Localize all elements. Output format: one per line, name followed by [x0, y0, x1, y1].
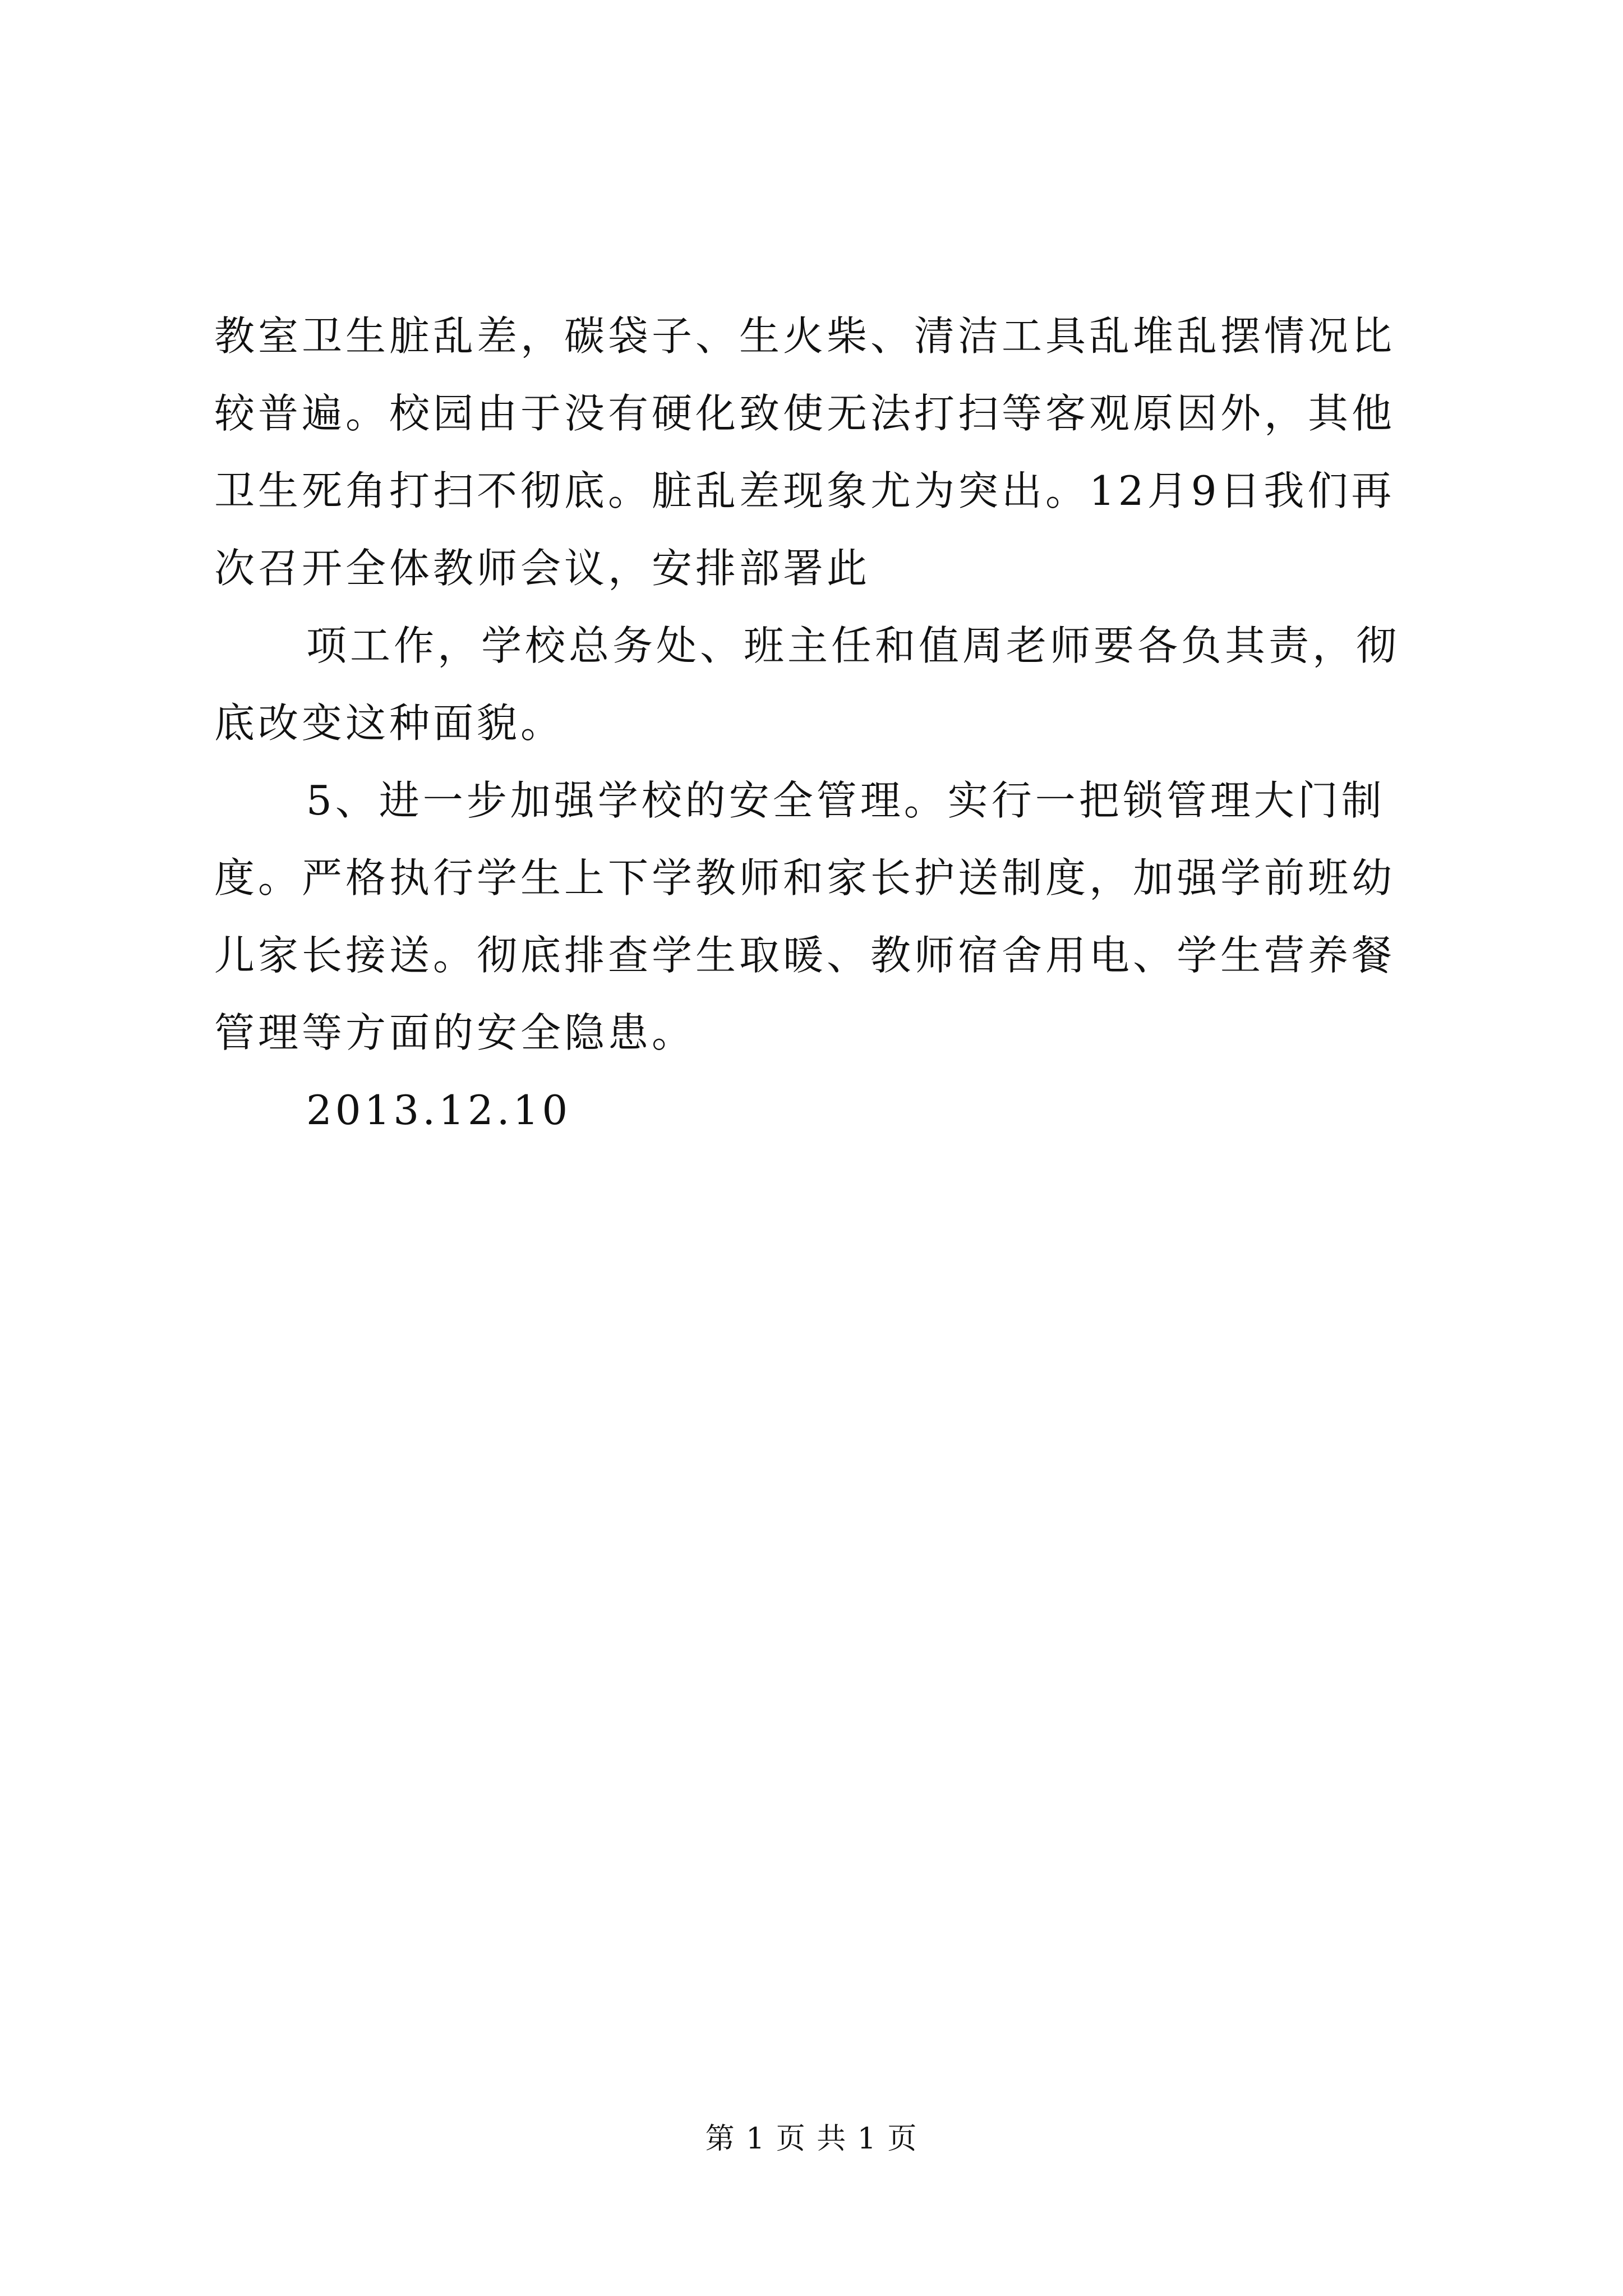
- paragraph-work-arrangement: 项工作，学校总务处、班主任和值周老师要各负其责，彻底改变这种面貌。: [214, 622, 1400, 747]
- paragraph-continued: 教室卫生脏乱差，碳袋子、生火柴、清洁工具乱堆乱摆情况比较普遍。校园由于没有硬化致使无法打扫等客观原因外，其他卫生死角打扫不彻底。脏乱差现象尤为突出。12月9日我们再次召开全体教师会议，安排部署此: [214, 312, 1396, 592]
- document-body: [214, 297, 1426, 1149]
- paragraph-safety-management: 5、进一步加强学校的安全管理。实行一把锁管理大门制度。严格执行学生上下学教师和家长护送制度，加强学前班幼儿家长接送。彻底排查学生取暖、教师宿舍用电、学生营养餐管理等方面的安全隐患。: [214, 777, 1396, 1056]
- page-footer: 第 1 页 共 1 页: [705, 2122, 918, 2156]
- document-date: 2013.12.10: [306, 1087, 571, 1134]
